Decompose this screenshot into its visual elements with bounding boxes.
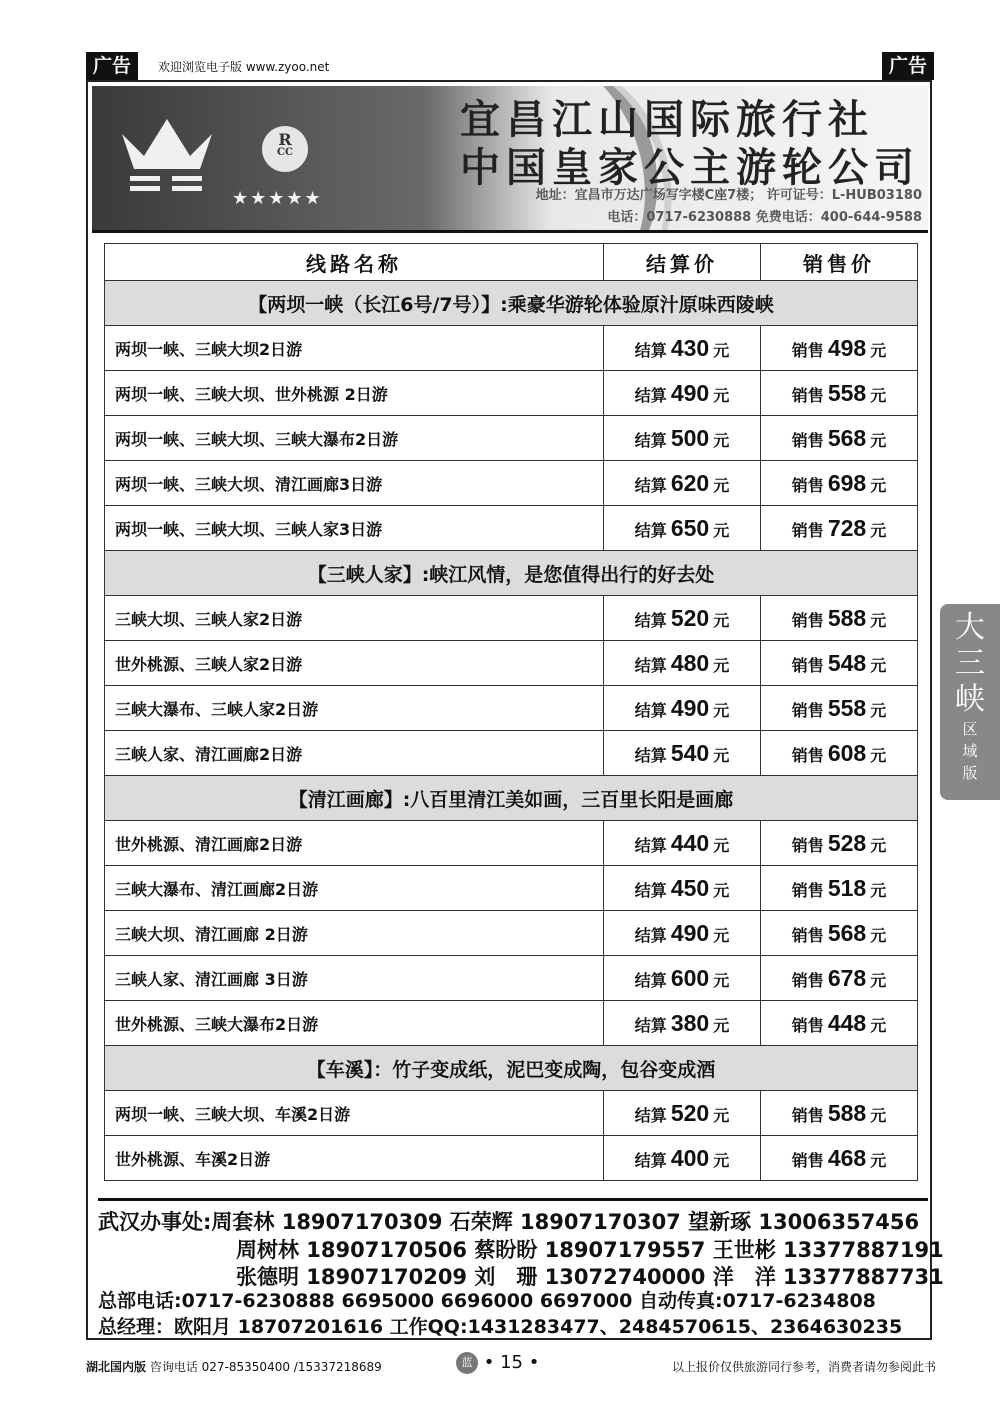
header-route: 线路名称 [105, 244, 604, 281]
route-name: 三峡大坝、三峡人家2日游 [105, 596, 604, 641]
settle-price-unit: 元 [713, 340, 730, 360]
table-row [105, 866, 918, 911]
sale-price-label: 销售 [791, 1150, 824, 1170]
table-row [105, 371, 918, 416]
sale-price-label: 销售 [791, 340, 824, 360]
sale-price [761, 596, 918, 641]
sale-price [761, 821, 918, 866]
price-table [104, 243, 918, 1181]
sale-price-unit: 元 [870, 340, 887, 360]
sale-price-unit: 元 [870, 1150, 887, 1170]
sale-price [761, 731, 918, 776]
sale-price-value: 528 [827, 829, 867, 856]
table-row [105, 911, 918, 956]
header-settle: 结算价 [604, 244, 761, 281]
settle-price-unit: 元 [713, 655, 730, 675]
sale-price-label: 销售 [791, 1105, 824, 1125]
settle-price-unit: 元 [713, 385, 730, 405]
sale-price [761, 641, 918, 686]
sale-price-unit: 元 [870, 1105, 887, 1125]
footer-left [86, 1358, 382, 1375]
settle-price-value: 440 [670, 829, 710, 856]
sale-price-unit: 元 [870, 430, 887, 450]
route-name: 三峡人家、清江画廊 3日游 [105, 956, 604, 1001]
section-row [105, 1046, 918, 1091]
settle-price [604, 461, 761, 506]
sale-price-unit: 元 [870, 475, 887, 495]
sale-price-value: 498 [827, 334, 867, 361]
settle-price [604, 686, 761, 731]
company-phone: 电话：0717-6230888 免费电话：400-644-9588 [607, 210, 922, 225]
settle-price-label: 结算 [634, 880, 667, 900]
sale-price-label: 销售 [791, 610, 824, 630]
price-body [105, 281, 918, 1181]
route-name: 两坝一峡、三峡大坝、世外桃源 2日游 [105, 371, 604, 416]
sale-price-label: 销售 [791, 700, 824, 720]
route-name: 世外桃源、清江画廊2日游 [105, 821, 604, 866]
settle-price [604, 956, 761, 1001]
region-side-tab[interactable] [940, 604, 1000, 800]
settle-price-value: 650 [670, 514, 710, 541]
route-name: 两坝一峡、三峡大坝、三峡人家3日游 [105, 506, 604, 551]
footer-disclaimer: 以上报价仅供旅游同行参考，消费者请勿参阅此书 [671, 1360, 936, 1374]
sale-price-value: 608 [827, 739, 867, 766]
settle-price-label: 结算 [634, 835, 667, 855]
side-tab-title: 大 三 峡 [955, 610, 985, 717]
table-row [105, 956, 918, 1001]
settle-price-value: 400 [670, 1144, 710, 1171]
contact-line-3: 张德明 18907170209 刘 珊 13072740000 洋 洋 13377887731 [236, 1265, 944, 1289]
sale-price-label: 销售 [791, 745, 824, 765]
contact-line-4: 总部电话:0717-6230888 6695000 6696000 6697000 自动传真:0717-6234808 [98, 1290, 876, 1312]
sale-price-unit: 元 [870, 745, 887, 765]
rcc-emblem-icon: R CC [262, 126, 308, 172]
sale-price-value: 728 [827, 514, 867, 541]
sale-price-label: 销售 [791, 880, 824, 900]
settle-price-value: 520 [670, 604, 710, 631]
sale-price-value: 588 [827, 604, 867, 631]
settle-price-value: 520 [670, 1099, 710, 1126]
route-name: 两坝一峡、三峡大坝2日游 [105, 326, 604, 371]
sale-price-label: 销售 [791, 385, 824, 405]
sale-price-label: 销售 [791, 655, 824, 675]
settle-price-unit: 元 [713, 520, 730, 540]
settle-price [604, 821, 761, 866]
sale-price-label: 销售 [791, 970, 824, 990]
route-name: 世外桃源、三峡人家2日游 [105, 641, 604, 686]
settle-price-unit: 元 [713, 880, 730, 900]
settle-price-value: 430 [670, 334, 710, 361]
settle-price-value: 450 [670, 874, 710, 901]
sale-price-unit: 元 [870, 700, 887, 720]
table-row [105, 686, 918, 731]
header-sale: 销售价 [761, 244, 918, 281]
sale-price-unit: 元 [870, 520, 887, 540]
settle-price-value: 620 [670, 469, 710, 496]
sale-price [761, 326, 918, 371]
contacts-block [98, 1198, 944, 1338]
company-banner [92, 86, 928, 232]
sale-price-unit: 元 [870, 835, 887, 855]
contact-line-2: 周树林 18907170506 蔡盼盼 18907179557 王世彬 13377887191 [236, 1238, 944, 1262]
ad-label-right: 广告 [882, 52, 934, 80]
sale-price [761, 866, 918, 911]
table-row [105, 461, 918, 506]
ad-label-left: 广告 [86, 52, 138, 80]
crown-logo-icon [112, 114, 222, 204]
settle-price-value: 490 [670, 694, 710, 721]
footer-center [456, 1352, 539, 1374]
settle-price-label: 结算 [634, 340, 667, 360]
page-number: • 15 • [483, 1352, 540, 1373]
welcome-text[interactable]: 欢迎浏览电子版 www.zyoo.net [158, 60, 330, 74]
settle-price [604, 911, 761, 956]
sale-price-value: 558 [827, 694, 867, 721]
settle-price-label: 结算 [634, 610, 667, 630]
sale-price [761, 956, 918, 1001]
settle-price-label: 结算 [634, 655, 667, 675]
banner-divider [92, 230, 928, 233]
company-address: 地址：宜昌市万达广场写字楼C座7楼； 许可证号：L-HUB03180 [535, 188, 922, 203]
route-name: 三峡大瀑布、清江画廊2日游 [105, 866, 604, 911]
company-name-2: 中国皇家公主游轮公司 [460, 144, 920, 191]
settle-price [604, 1136, 761, 1181]
section-title: 【车溪】：竹子变成纸，泥巴变成陶，包谷变成酒 [105, 1046, 918, 1091]
settle-price-label: 结算 [634, 745, 667, 765]
sale-price [761, 686, 918, 731]
sale-price-value: 678 [827, 964, 867, 991]
sale-price-label: 销售 [791, 1015, 824, 1035]
route-name: 世外桃源、三峡大瀑布2日游 [105, 1001, 604, 1046]
settle-price-unit: 元 [713, 1015, 730, 1035]
sale-price-unit: 元 [870, 925, 887, 945]
sale-price-label: 销售 [791, 430, 824, 450]
table-row [105, 506, 918, 551]
section-title: 【清江画廊】:八百里清江美如画，三百里长阳是画廊 [105, 776, 918, 821]
footer-consult: 咨询电话 027-85350400 /15337218689 [149, 1360, 382, 1374]
route-name: 两坝一峡、三峡大坝、清江画廊3日游 [105, 461, 604, 506]
sale-price-value: 568 [827, 424, 867, 451]
contact-line-5: 总经理：欧阳月 18707201616 工作QQ:1431283477、2484570615、2364630235 [98, 1316, 903, 1338]
settle-price-value: 490 [670, 919, 710, 946]
sale-price-label: 销售 [791, 835, 824, 855]
section-row [105, 281, 918, 326]
settle-price-unit: 元 [713, 1150, 730, 1170]
table-header-row [105, 244, 918, 281]
settle-price-label: 结算 [634, 925, 667, 945]
table-row [105, 416, 918, 461]
sale-price-unit: 元 [870, 610, 887, 630]
settle-price-unit: 元 [713, 745, 730, 765]
table-row [105, 1091, 918, 1136]
sale-price [761, 371, 918, 416]
settle-price-label: 结算 [634, 520, 667, 540]
top-bar [86, 52, 934, 80]
sale-price [761, 461, 918, 506]
table-row [105, 731, 918, 776]
settle-price-value: 600 [670, 964, 710, 991]
sale-price [761, 911, 918, 956]
contacts-divider [98, 1198, 928, 1201]
sale-price [761, 1091, 918, 1136]
settle-price-unit: 元 [713, 430, 730, 450]
sale-price-value: 468 [827, 1144, 867, 1171]
section-row [105, 551, 918, 596]
footer-edition: 湖北国内版 [86, 1360, 147, 1374]
sale-price-label: 销售 [791, 925, 824, 945]
settle-price-unit: 元 [713, 970, 730, 990]
table-row [105, 596, 918, 641]
settle-price [604, 641, 761, 686]
sale-price [761, 416, 918, 461]
settle-price [604, 326, 761, 371]
side-tab-subtitle: 区 域 版 [962, 720, 978, 782]
sale-price-unit: 元 [870, 385, 887, 405]
sale-price [761, 1136, 918, 1181]
settle-price-value: 540 [670, 739, 710, 766]
table-row [105, 326, 918, 371]
sale-price-value: 518 [827, 874, 867, 901]
route-name: 世外桃源、车溪2日游 [105, 1136, 604, 1181]
five-stars: ★★★★★ [232, 188, 323, 209]
sale-price-unit: 元 [870, 655, 887, 675]
edition-badge-icon: 蓝 [456, 1352, 478, 1374]
settle-price-label: 结算 [634, 385, 667, 405]
sale-price-unit: 元 [870, 970, 887, 990]
route-name: 两坝一峡、三峡大坝、三峡大瀑布2日游 [105, 416, 604, 461]
settle-price-unit: 元 [713, 700, 730, 720]
sale-price-value: 548 [827, 649, 867, 676]
sale-price-value: 588 [827, 1099, 867, 1126]
settle-price [604, 1001, 761, 1046]
section-title: 【三峡人家】:峡江风情，是您值得出行的好去处 [105, 551, 918, 596]
settle-price [604, 596, 761, 641]
table-row [105, 1136, 918, 1181]
settle-price-unit: 元 [713, 475, 730, 495]
settle-price-value: 490 [670, 379, 710, 406]
settle-price-unit: 元 [713, 835, 730, 855]
settle-price-value: 500 [670, 424, 710, 451]
settle-price [604, 371, 761, 416]
contact-line-1: 武汉办事处:周套林 18907170309 石荣辉 18907170307 望新琢 13006357456 [98, 1210, 920, 1234]
table-row [105, 1001, 918, 1046]
section-title: 【两坝一峡（长江6号/7号）】:乘豪华游轮体验原汁原味西陵峡 [105, 281, 918, 326]
settle-price-value: 380 [670, 1009, 710, 1036]
sale-price-label: 销售 [791, 475, 824, 495]
settle-price-label: 结算 [634, 430, 667, 450]
settle-price-label: 结算 [634, 700, 667, 720]
table-row [105, 641, 918, 686]
settle-price-label: 结算 [634, 1105, 667, 1125]
sale-price-value: 698 [827, 469, 867, 496]
settle-price [604, 1091, 761, 1136]
sale-price-value: 558 [827, 379, 867, 406]
settle-price-label: 结算 [634, 475, 667, 495]
section-row [105, 776, 918, 821]
settle-price-label: 结算 [634, 970, 667, 990]
sale-price [761, 1001, 918, 1046]
settle-price-label: 结算 [634, 1015, 667, 1035]
settle-price-unit: 元 [713, 1105, 730, 1125]
route-name: 两坝一峡、三峡大坝、车溪2日游 [105, 1091, 604, 1136]
settle-price-unit: 元 [713, 610, 730, 630]
company-name-1: 宜昌江山国际旅行社 [460, 96, 874, 143]
sale-price [761, 506, 918, 551]
route-name: 三峡人家、清江画廊2日游 [105, 731, 604, 776]
settle-price-unit: 元 [713, 925, 730, 945]
route-name: 三峡大瀑布、三峡人家2日游 [105, 686, 604, 731]
table-row [105, 821, 918, 866]
sale-price-label: 销售 [791, 520, 824, 540]
sale-price-value: 568 [827, 919, 867, 946]
sale-price-value: 448 [827, 1009, 867, 1036]
settle-price-label: 结算 [634, 1150, 667, 1170]
sale-price-unit: 元 [870, 1015, 887, 1035]
settle-price-value: 480 [670, 649, 710, 676]
settle-price [604, 506, 761, 551]
page-footer [86, 1350, 936, 1380]
settle-price [604, 731, 761, 776]
settle-price [604, 416, 761, 461]
route-name: 三峡大坝、清江画廊 2日游 [105, 911, 604, 956]
settle-price [604, 866, 761, 911]
sale-price-unit: 元 [870, 880, 887, 900]
